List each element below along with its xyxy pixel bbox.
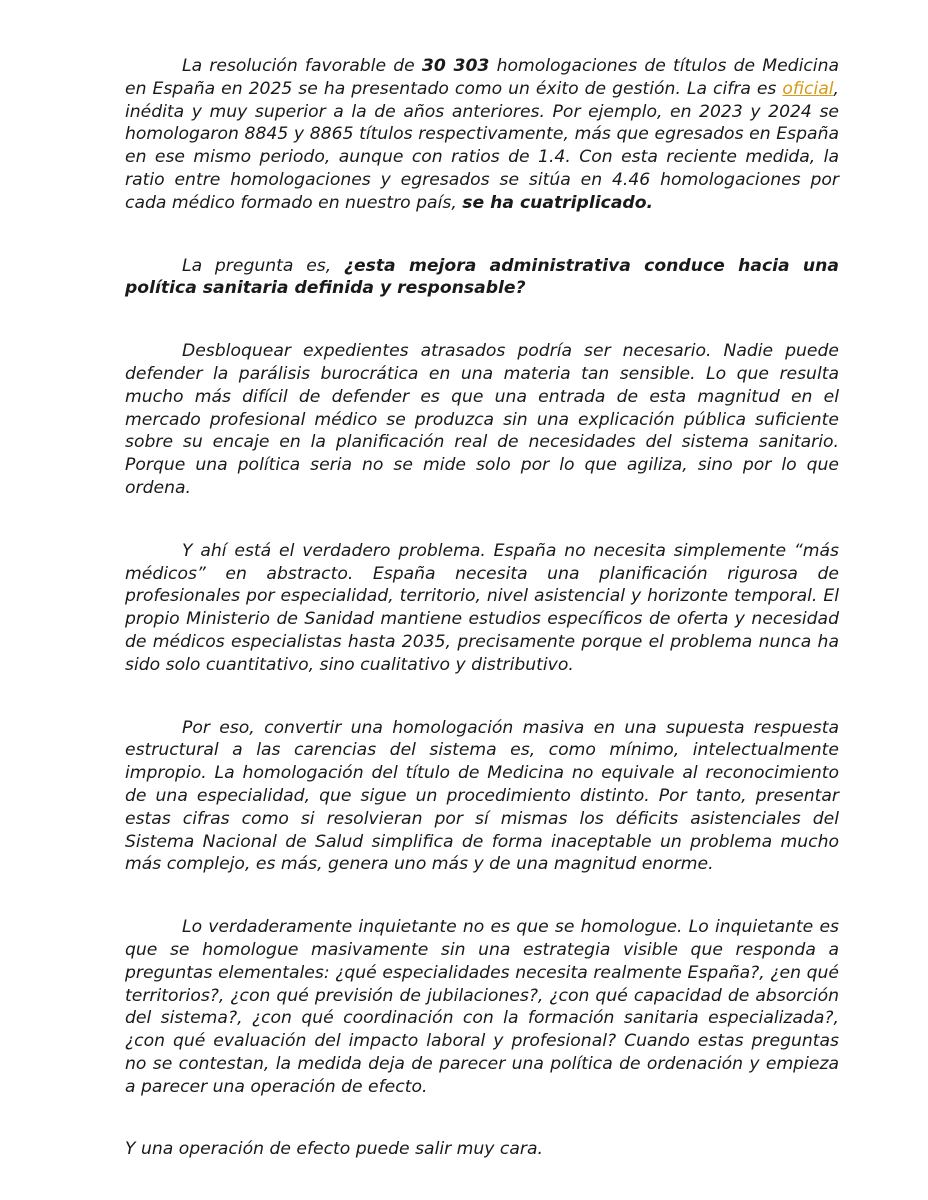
paragraph-2 <box>125 255 839 301</box>
paragraph-1 <box>125 55 839 215</box>
paragraph-1-text-a: La resolución favorable de <box>182 56 422 76</box>
oficial-link[interactable]: oficial <box>782 78 834 99</box>
paragraph-1-text-c: , inédita y muy superior a la de años anteriores. Por ejemplo, en 2023 y 2024 se homologaron 8845 y 8865 títulos respectivamente, más que egresados en España en ese mismo periodo, aunque con ratios de 1.4. Con esta reciente medida, la ratio entre homologaciones y egresados se sitúa en 4.46 homologaciones por cada médico formado en nuestro país, <box>125 78 839 213</box>
paragraph-1-emphasis: se ha cuatriplicado. <box>462 192 654 213</box>
paragraph-6: Lo verdaderamente inquietante no es que se homologue. Lo inquietante es que se homologue masivamente sin una estrategia visible que responda a preguntas elementales: ¿qué especialidades necesita realmente España?, ¿en qué territorios?, ¿con qué previsión de jubilaciones?, ¿con qué capacidad de absorción del sistema?, ¿con qué coordinación con la formación sanitaria especializada?, ¿con qué evaluación del impacto laboral y profesional? Cuando estas preguntas no se contestan, la medida deja de parecer una política de ordenación y empieza a parecer una operación de efecto. <box>125 917 839 1097</box>
paragraph-7-closing: Y una operación de efecto puede salir muy cara. <box>125 1139 543 1160</box>
paragraph-5: Por eso, convertir una homologación masiva en una supuesta respuesta estructural a las carencias del sistema es, como mínimo, intelectualmente impropio. La homologación del título de Medicina no equivale al reconocimiento de una especialidad, que sigue un procedimiento distinto. Por tanto, presentar estas cifras como si resolvieran por sí mismas los déficits asistenciales del Sistema Nacional de Salud simplifica de forma inaceptable un problema mucho más complejo, es más, genera uno más y de una magnitud enorme. <box>125 717 839 875</box>
paragraph-2-text: La pregunta es, <box>182 255 344 276</box>
paragraph-1-text-b: homologaciones de títulos de Medicina en España en 2025 se ha presentado como un éxito de gestión. La cifra es <box>125 56 840 99</box>
paragraph-4: Y ahí está el verdadero problema. España no necesita simplemente “más médicos” en abstracto. España necesita una planificación rigurosa de profesionales por especialidad, territorio, nivel asistencial y horizonte temporal. El propio Ministerio de Sanidad mantiene estudios específicos de oferta y necesidad de médicos especialistas hasta 2035, precisamente porque el problema nunca ha sido solo cuantitativo, sino cualitativo y distributivo. <box>125 540 839 675</box>
homologation-count: 30 303 <box>421 56 490 76</box>
document-body <box>125 55 839 1161</box>
paragraph-2-question: ¿esta mejora administrativa conduce hacia una política sanitaria definida y responsable? <box>125 255 839 299</box>
paragraph-3: Desbloquear expedientes atrasados podría ser necesario. Nadie puede defender la parálisis burocrática en una materia tan sensible. Lo que resulta mucho más difícil de defender es que una entrada de esta magnitud en el mercado profesional médico se produzca sin una explicación pública suficiente sobre su encaje en la planificación real de necesidades del sistema sanitario. Porque una política seria no se mide solo por lo que agiliza, sino por lo que ordena. <box>125 341 839 498</box>
